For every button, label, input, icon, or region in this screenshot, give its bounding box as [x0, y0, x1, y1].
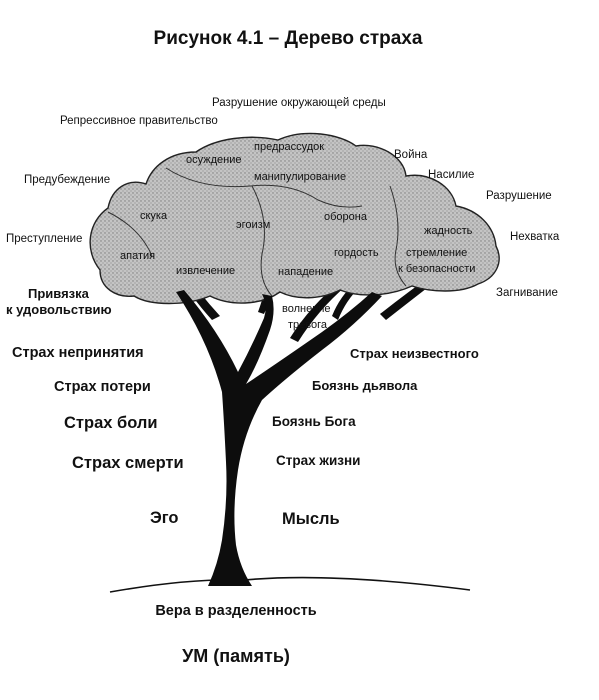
tree-trunk: [176, 290, 382, 586]
label-attack: нападение: [278, 266, 334, 278]
label-destruction: Разрушение: [486, 190, 552, 202]
label-decay: Загнивание: [496, 287, 558, 299]
label-repressive-government: Репрессивное правительство: [60, 115, 218, 127]
label-manipulation: манипулирование: [254, 171, 347, 183]
label-striving-line2: к безопасности: [398, 263, 476, 275]
label-anxiety-line2: тревога: [288, 319, 327, 331]
label-fear-loss: Страх потери: [54, 379, 151, 395]
label-attachment-line2: к удовольствию: [6, 302, 112, 317]
right-labels: [272, 346, 479, 528]
label-striving-line1: стремление: [406, 247, 468, 259]
label-prejudices: предрассудок: [254, 141, 325, 153]
label-attachment-line1: Привязка: [28, 286, 89, 301]
label-boredom: скука: [140, 210, 168, 222]
label-war: Война: [394, 149, 428, 161]
left-labels: [12, 345, 184, 527]
label-environment-destruction: Разрушение окружающей среды: [212, 97, 386, 109]
label-violence: Насилие: [428, 169, 475, 181]
label-belief-separation: Вера в разделенность: [155, 603, 317, 619]
label-fear-god: Боязнь Бога: [272, 414, 356, 429]
label-scarcity: Нехватка: [510, 231, 560, 243]
label-apathy: апатия: [120, 250, 156, 262]
label-egoism: эгоизм: [236, 219, 271, 231]
label-ego: Эго: [150, 509, 179, 527]
label-prejudice-outer: Предубеждение: [24, 174, 111, 186]
label-greed: жадность: [424, 225, 473, 237]
label-anxiety-line1: волнение: [282, 303, 331, 315]
label-crime: Преступление: [6, 233, 83, 245]
label-fear-rejection: Страх непринятия: [12, 345, 144, 361]
label-condemnation: осуждение: [186, 154, 242, 166]
label-fear-life: Страх жизни: [276, 453, 361, 468]
label-fear-pain: Страх боли: [64, 414, 158, 432]
label-fear-devil: Боязнь дьявола: [312, 378, 418, 393]
ground-line: [110, 578, 470, 592]
label-pride: гордость: [334, 247, 379, 259]
label-fear-unknown: Страх неизвестного: [350, 346, 479, 361]
figure-title: Рисунок 4.1 – Дерево страха: [153, 28, 423, 49]
label-thought: Мысль: [282, 510, 340, 528]
label-extraction: извлечение: [176, 265, 236, 277]
label-fear-death: Страх смерти: [72, 454, 184, 472]
label-defense: оборона: [324, 211, 367, 223]
label-mind-memory: УМ (память): [182, 646, 290, 666]
